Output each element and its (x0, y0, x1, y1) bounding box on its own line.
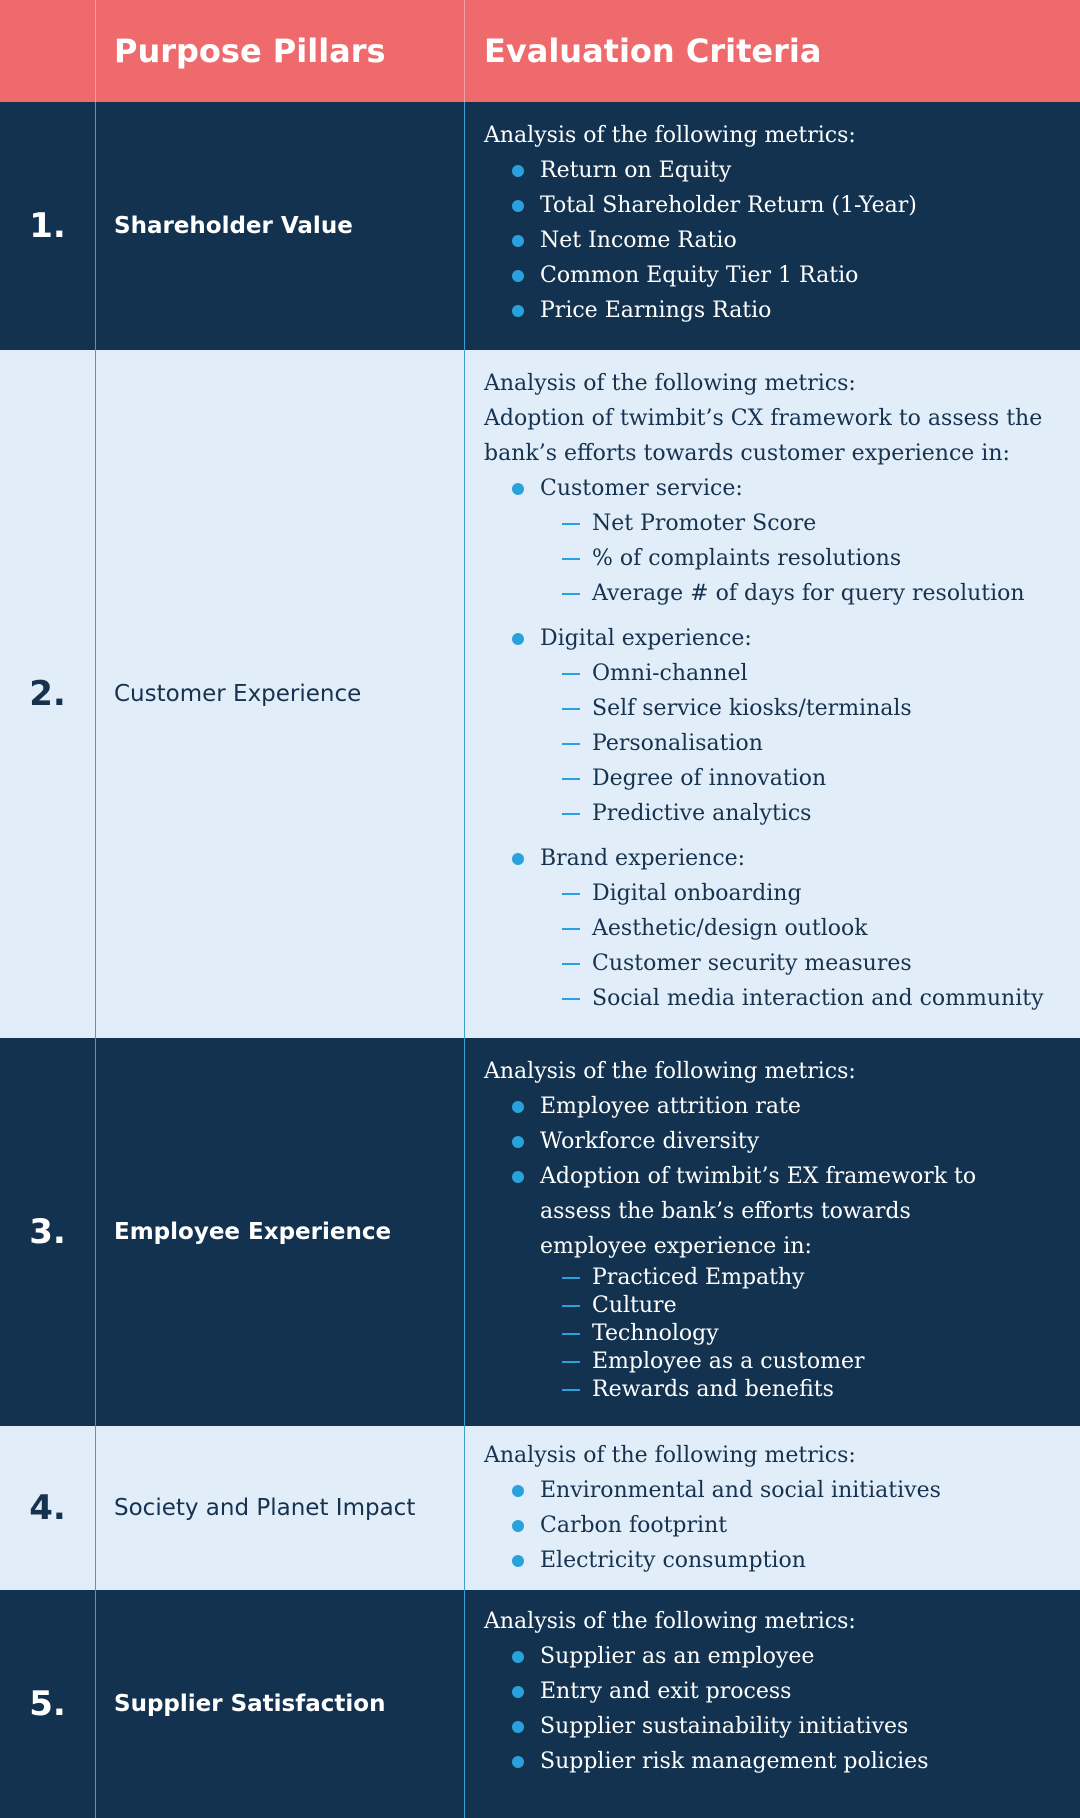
sub-list-item: Culture (484, 1292, 1060, 1320)
criteria-intro: Analysis of the following metrics: (484, 1609, 856, 1634)
criteria-intro: Analysis of the following metrics: (484, 123, 856, 148)
sub-list-item: Practiced Empathy (484, 1264, 1060, 1292)
metric-list (484, 471, 1060, 1016)
header-evaluation-criteria: Evaluation Criteria (484, 32, 822, 70)
table-row-society-planet-impact (0, 1426, 1080, 1590)
sub-list-item: Employee as a customer (484, 1348, 1060, 1376)
sub-list-item: Predictive analytics (484, 796, 1060, 831)
table-row-employee-experience (0, 1038, 1080, 1426)
sub-list-item: Digital onboarding (484, 876, 1060, 911)
table-header (0, 0, 1080, 102)
row-number: 3. (29, 1212, 66, 1252)
metric-list (484, 1639, 1060, 1779)
pillar-name: Supplier Satisfaction (114, 1691, 386, 1717)
sub-list-item: Net Promoter Score (484, 506, 1060, 541)
sub-list-item: Rewards and benefits (484, 1376, 1060, 1404)
list-item-group: Brand experience: (484, 841, 1060, 876)
sub-list-item: Average # of days for query resolution (484, 576, 1060, 611)
list-item: Net Income Ratio (484, 223, 1060, 258)
row-number: 4. (29, 1488, 66, 1528)
list-item: Electricity consumption (484, 1543, 1060, 1578)
criteria-cell (484, 366, 1060, 1016)
list-item: Entry and exit process (484, 1674, 1060, 1709)
sub-list-item: Technology (484, 1320, 1060, 1348)
list-item: Return on Equity (484, 153, 1060, 188)
table-row-supplier-satisfaction (0, 1590, 1080, 1818)
criteria-cell (484, 1604, 1060, 1779)
list-item: Supplier sustainability initiatives (484, 1709, 1060, 1744)
sub-list-item: Personalisation (484, 726, 1060, 761)
row-number: 5. (29, 1684, 66, 1724)
list-item: Carbon footprint (484, 1508, 1060, 1543)
list-item: Total Shareholder Return (1-Year) (484, 188, 1060, 223)
list-item-group: Digital experience: (484, 621, 1060, 656)
table-row-shareholder-value (0, 102, 1080, 350)
metric-list (484, 1473, 1060, 1578)
sub-list-item: Social media interaction and community (484, 981, 1060, 1016)
list-item: Adoption of twimbit’s EX framework to assess the bank’s efforts towards employee experience in: (484, 1159, 1060, 1264)
criteria-intro: Analysis of the following metrics: (484, 1059, 856, 1084)
list-item: Workforce diversity (484, 1124, 1060, 1159)
metric-list (484, 1089, 1060, 1404)
header-purpose-pillars: Purpose Pillars (114, 32, 386, 70)
criteria-intro-framework: Adoption of twimbit’s CX framework to assess the bank’s efforts towards customer experience in: (484, 406, 1043, 466)
criteria-intro: Analysis of the following metrics: (484, 371, 856, 396)
sub-list-item: Aesthetic/design outlook (484, 911, 1060, 946)
row-number: 1. (29, 206, 66, 246)
criteria-intro: Analysis of the following metrics: (484, 1443, 856, 1468)
list-item: Price Earnings Ratio (484, 293, 1060, 328)
row-number: 2. (29, 674, 66, 714)
pillar-name: Shareholder Value (114, 213, 353, 239)
criteria-cell (484, 1438, 1060, 1578)
sub-list-item: Degree of innovation (484, 761, 1060, 796)
list-item: Employee attrition rate (484, 1089, 1060, 1124)
sub-list-item: Omni-channel (484, 656, 1060, 691)
sub-list-item: Self service kiosks/terminals (484, 691, 1060, 726)
list-item-group: Customer service: (484, 471, 1060, 506)
criteria-cell (484, 118, 1060, 328)
list-item: Supplier as an employee (484, 1639, 1060, 1674)
list-item: Common Equity Tier 1 Ratio (484, 258, 1060, 293)
sub-list-item: Customer security measures (484, 946, 1060, 981)
pillar-name: Employee Experience (114, 1219, 392, 1245)
metric-list (484, 153, 1060, 328)
table-row-customer-experience (0, 350, 1080, 1038)
pillar-name: Customer Experience (114, 681, 362, 707)
pillar-name: Society and Planet Impact (114, 1495, 416, 1521)
list-item: Environmental and social initiatives (484, 1473, 1060, 1508)
criteria-cell (484, 1054, 1060, 1404)
sub-list-item: % of complaints resolutions (484, 541, 1060, 576)
list-item: Supplier risk management policies (484, 1744, 1060, 1779)
